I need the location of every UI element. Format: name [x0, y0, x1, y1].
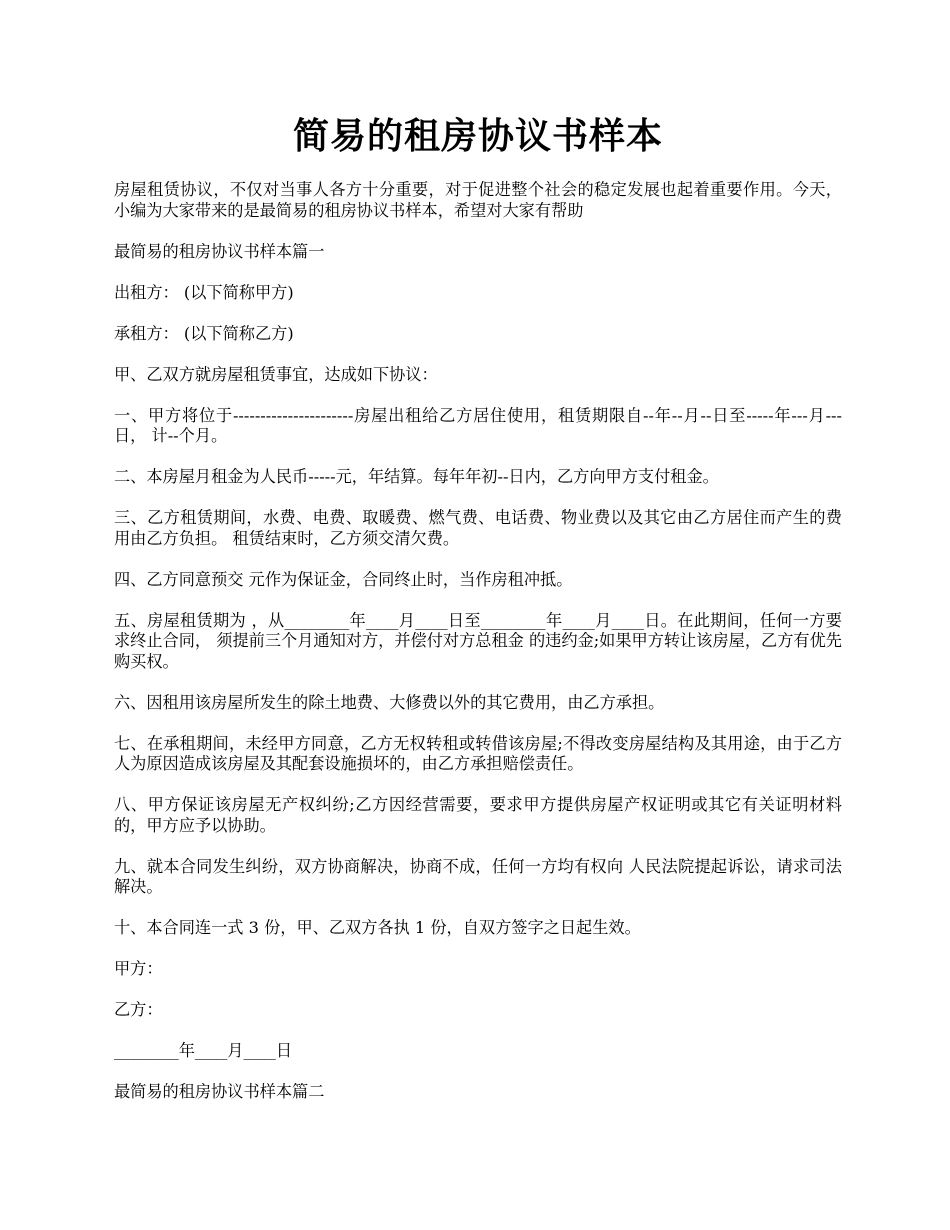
clause-8: 八、甲方保证该房屋无产权纠纷;乙方因经营需要，要求甲方提供房屋产权证明或其它有关证明材料的，甲方应予以协助。 [114, 795, 842, 835]
section-heading-part-one: 最简易的租房协议书样本篇一 [114, 241, 325, 261]
clause-3: 三、乙方租赁期间，水费、电费、取暖费、燃气费、电话费、物业费以及其它由乙方居住而产生的费用由乙方负担。 租赁结束时，乙方须交清欠费。 [114, 508, 842, 548]
clause-2: 二、本房屋月租金为人民币-----元，年结算。每年年初--日内，乙方向甲方支付租金。 [114, 467, 719, 486]
intro-paragraph: 房屋租赁协议，不仅对当事人各方十分重要，对于促进整个社会的稳定发展也起着重要作用。今天，小编为大家带来的是最简易的租房协议书样本，希望对大家有帮助 [114, 180, 842, 220]
document-page [114, 112, 842, 1123]
lessor-line: 出租方： (以下简称甲方) [114, 282, 294, 302]
clause-10: 十、本合同连一式 3 份，甲、乙双方各执 1 份，自双方签字之日起生效。 [114, 918, 641, 937]
party-a-signature-line: 甲方： [114, 959, 163, 978]
clause-7: 七、在承租期间，未经甲方同意，乙方无权转租或转借该房屋;不得改变房屋结构及其用途，由于乙方人为原因造成该房屋及其配套设施损坏的，由乙方承担赔偿责任。 [114, 733, 842, 773]
date-line: ________年____月____日 [114, 1041, 293, 1060]
clause-4: 四、乙方同意预交 元作为保证金，合同终止时，当作房租冲抵。 [114, 569, 573, 589]
document-title: 简易的租房协议书样本 [292, 115, 663, 157]
party-b-signature-line: 乙方： [114, 1000, 163, 1019]
lessee-line: 承租方： (以下简称乙方) [114, 323, 294, 343]
clause-1: 一、甲方将位于----------------------房屋出租给乙方居住使用，租赁期限自--年--月--日至-----年---月---日， 计--个月。 [114, 405, 842, 445]
section-heading-part-two: 最简易的租房协议书样本篇二 [114, 1082, 325, 1101]
clause-9: 九、就本合同发生纠纷，双方协商解决，协商不成，任何一方均有权向 人民法院提起诉讼，请求司法解决。 [114, 856, 842, 896]
agreement-preamble: 甲、乙双方就房屋租赁事宜，达成如下协议： [114, 364, 438, 384]
clause-6: 六、因租用该房屋所发生的除土地费、大修费以外的其它费用，由乙方承担。 [114, 692, 665, 712]
clause-5: 五、房屋租赁期为 ，从________年____月____日至________年____月____日。在此期间，任何一方要求终止合同， 须提前三个月通知对方，并偿付对方总租金 的违约金;如果甲方转让该房屋，乙方有优先购买权。 [114, 610, 842, 671]
